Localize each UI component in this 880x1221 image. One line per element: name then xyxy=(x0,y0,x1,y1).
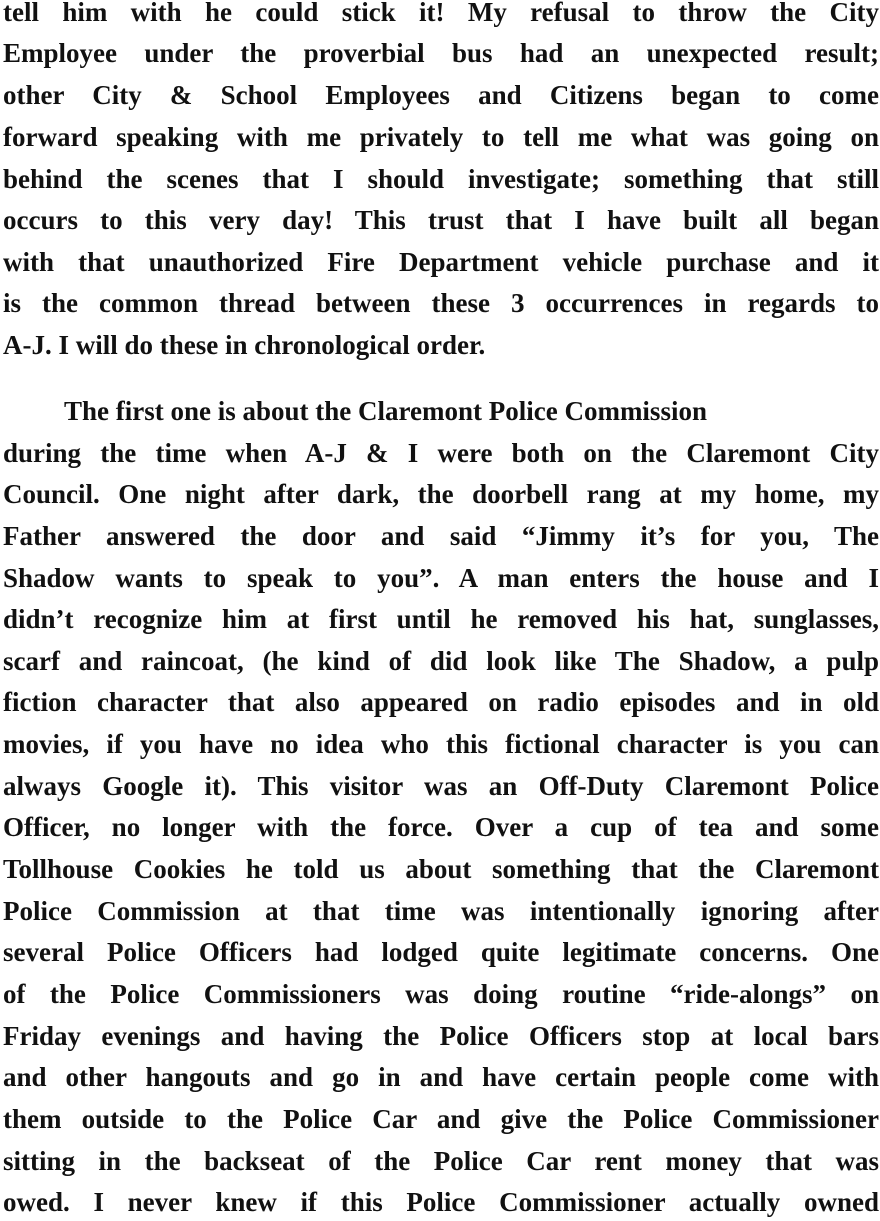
text-line: occurs to this very day! This trust that I have built all began xyxy=(3,205,879,235)
text-line: them outside to the Police Car and give the Police Commissioner xyxy=(3,1104,879,1134)
text-line: Officer, no longer with the force. Over a cup of tea and some xyxy=(3,812,879,842)
text-line: behind the scenes that I should investigate; something that still xyxy=(3,164,879,194)
text-line: scarf and raincoat, (he kind of did look like The Shadow, a pulp xyxy=(3,646,879,676)
text-line: Employee under the proverbial bus had an unexpected result; xyxy=(3,38,879,68)
text-line: fiction character that also appeared on radio episodes and in old xyxy=(3,687,879,717)
text-line: Father answered the door and said “Jimmy it’s for you, The xyxy=(3,521,879,551)
text-line: Friday evenings and having the Police Officers stop at local bars xyxy=(3,1021,879,1051)
text-line: The first one is about the Claremont Police Commission xyxy=(64,396,707,426)
text-line: during the time when A-J & I were both on the Claremont City xyxy=(3,438,879,468)
text-line: didn’t recognize him at first until he removed his hat, sunglasses, xyxy=(3,604,879,634)
text-line: Police Commission at that time was intentionally ignoring after xyxy=(3,896,879,926)
text-line: Tollhouse Cookies he told us about something that the Claremont xyxy=(3,854,879,884)
text-line: always Google it). This visitor was an Off-Duty Claremont Police xyxy=(3,771,879,801)
text-line: several Police Officers had lodged quite legitimate concerns. One xyxy=(3,937,879,967)
text-line: is the common thread between these 3 occurrences in regards to xyxy=(3,288,879,318)
text-line: A-J. I will do these in chronological order. xyxy=(3,330,486,360)
text-line: with that unauthorized Fire Department vehicle purchase and it xyxy=(3,247,879,277)
text-line: Shadow wants to speak to you”. A man enters the house and I xyxy=(3,563,879,593)
text-line: owed. I never knew if this Police Commissioner actually owned xyxy=(3,1187,879,1217)
text-line: forward speaking with me privately to tell me what was going on xyxy=(3,122,879,152)
text-line: sitting in the backseat of the Police Car rent money that was xyxy=(3,1146,879,1176)
text-line: tell him with he could stick it! My refusal to throw the City xyxy=(3,0,879,27)
text-line: movies, if you have no idea who this fictional character is you can xyxy=(3,729,879,759)
text-line: of the Police Commissioners was doing routine “ride-alongs” on xyxy=(3,979,879,1009)
text-line: Council. One night after dark, the doorbell rang at my home, my xyxy=(3,479,879,509)
text-line: and other hangouts and go in and have certain people come with xyxy=(3,1062,879,1092)
text-line: other City & School Employees and Citizens began to come xyxy=(3,80,879,110)
